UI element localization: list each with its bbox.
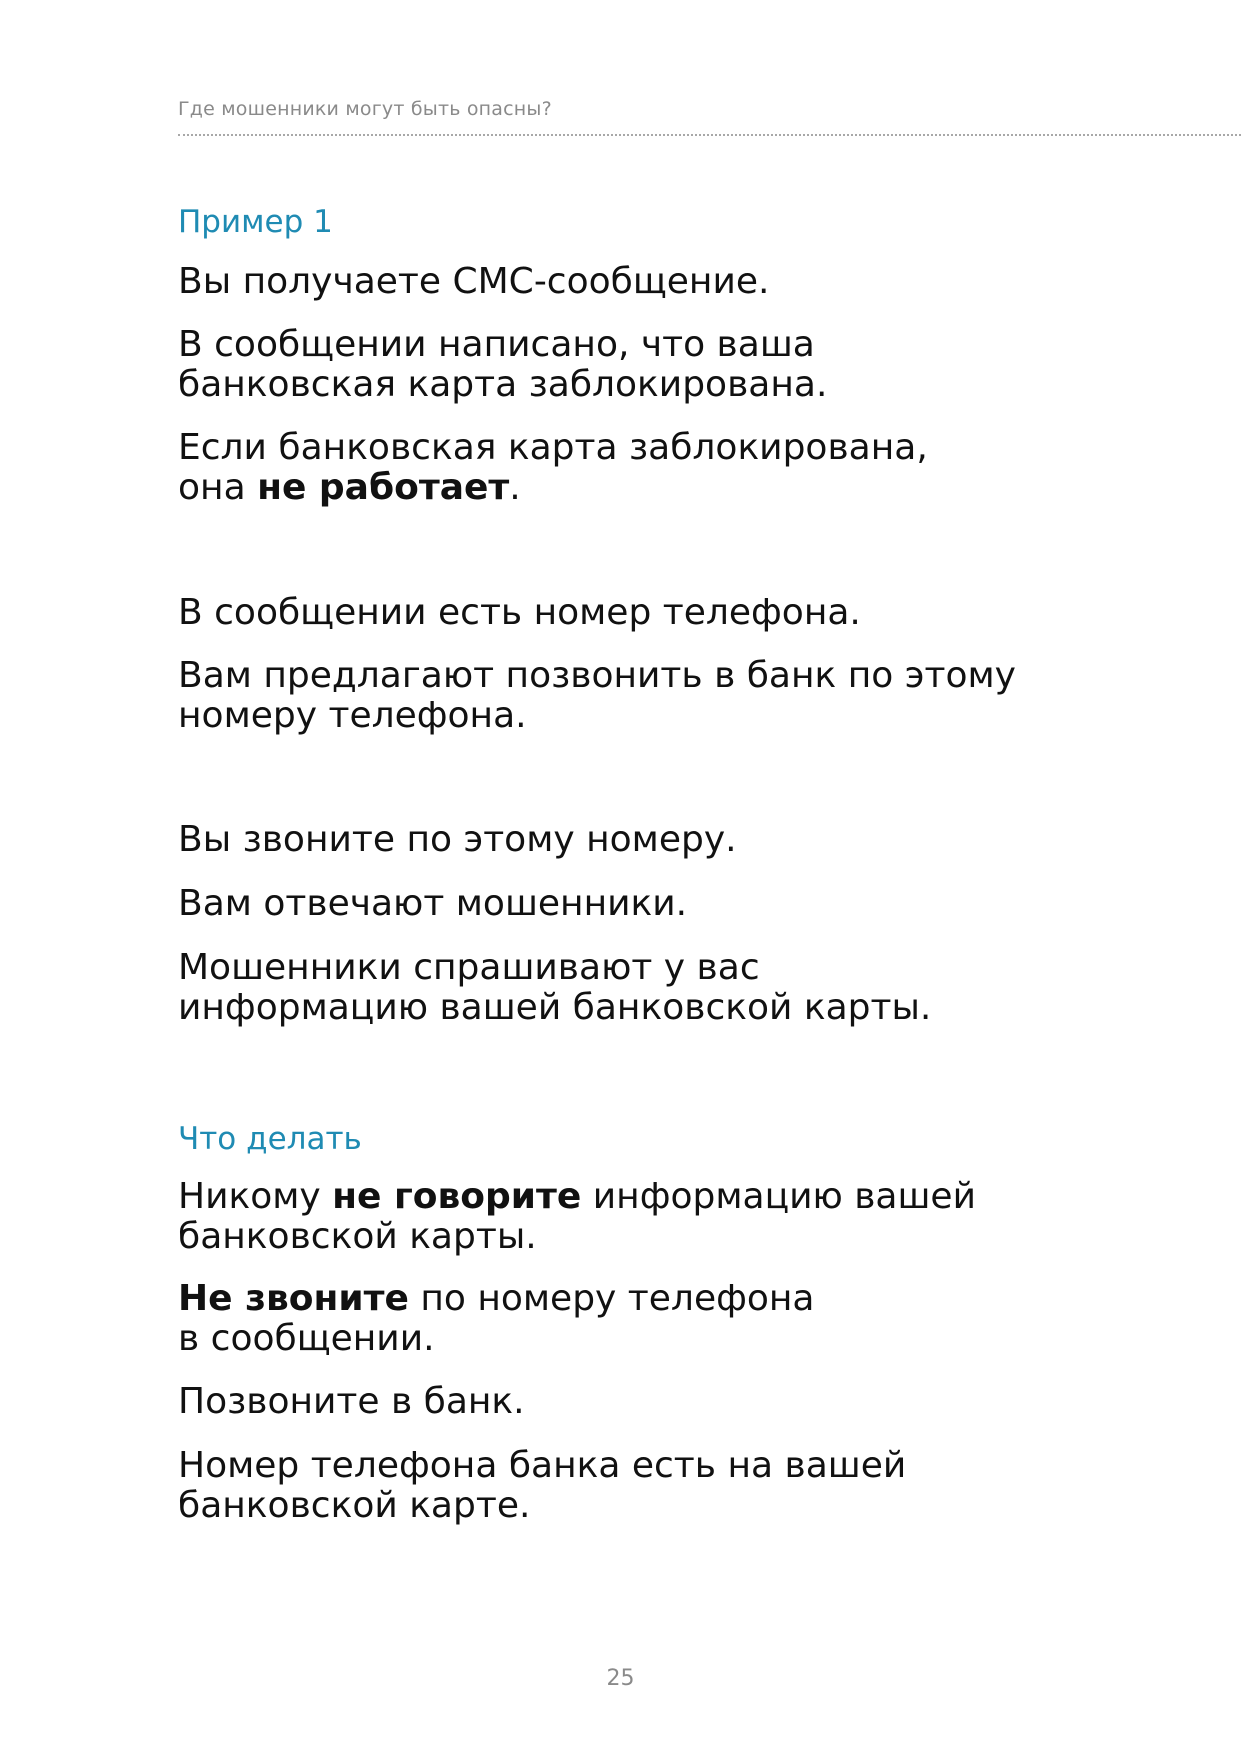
paragraph-fraudsters-ask: Мошенники спрашивают у вас информацию вашей банковской карты. — [178, 947, 932, 1028]
section-title-example: Пример 1 — [178, 204, 333, 240]
paragraph-dont-tell: Никому не говорите информацию вашей банковской карты. — [178, 1176, 976, 1257]
emphasis-not-working: не работает — [257, 467, 510, 508]
header-divider — [178, 134, 1241, 136]
section-title-what-to-do: Что делать — [178, 1121, 362, 1157]
paragraph-fraudsters-answer: Вам отвечают мошенники. — [178, 883, 688, 924]
paragraph-bank-number-on-card: Номер телефона банка есть на вашей банковской карте. — [178, 1445, 907, 1526]
paragraph-dont-call: Не звоните по номеру телефона в сообщении. — [178, 1278, 815, 1359]
paragraph-blocked-not-working: Если банковская карта заблокирована, она не работает. — [178, 427, 928, 508]
emphasis-dont-tell: не говорите — [332, 1176, 582, 1217]
paragraph-offer-to-call: Вам предлагают позвонить в банк по этому номеру телефона. — [178, 655, 1016, 736]
paragraph-you-call: Вы звоните по этому номеру. — [178, 819, 737, 860]
running-header: Где мошенники могут быть опасны? — [178, 98, 552, 120]
paragraph-call-bank: Позвоните в банк. — [178, 1381, 525, 1422]
page-number: 25 — [606, 1666, 635, 1691]
emphasis-dont-call: Не звоните — [178, 1278, 409, 1319]
paragraph-phone-in-message: В сообщении есть номер телефона. — [178, 592, 861, 633]
paragraph-card-blocked: В сообщении написано, что ваша банковская карта заблокирована. — [178, 324, 828, 405]
paragraph-sms-received: Вы получаете СМС-сообщение. — [178, 261, 770, 302]
